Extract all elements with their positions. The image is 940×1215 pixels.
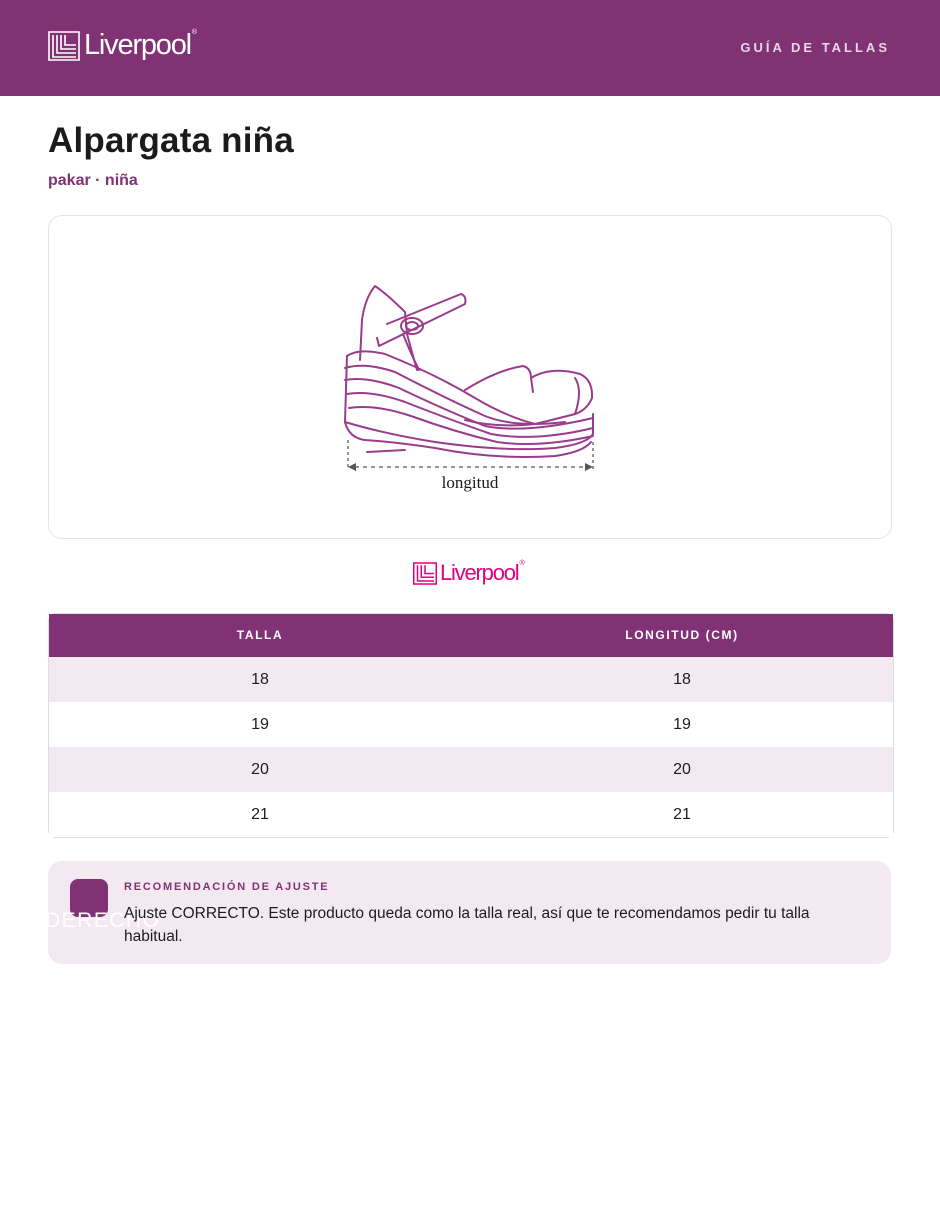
top-bar: [0, 0, 940, 96]
size-cell: 19: [251, 716, 269, 733]
page-title: Alpargata niña: [48, 121, 294, 160]
size-table: [48, 613, 894, 838]
table-row: [49, 747, 893, 792]
brand-logo-secondary: [413, 560, 523, 586]
fit-icon: [45, 879, 161, 932]
size-cell: 18: [251, 671, 269, 688]
wedge-sandal-icon: [325, 238, 615, 468]
diagram-caption: longitud: [441, 473, 499, 492]
length-cell: 20: [673, 761, 691, 778]
brand-name: Liverpool®: [84, 29, 196, 61]
size-cell: 21: [251, 806, 269, 823]
table-row: [49, 702, 893, 747]
measurement-diagram-card: [48, 215, 892, 539]
fit-label: RECOMENDACIÓN DE AJUSTE: [124, 881, 330, 893]
table-header: [49, 614, 893, 657]
length-cell: 18: [673, 671, 691, 688]
column-header-size: TALLA: [236, 628, 284, 642]
product-subtitle: pakar · niña: [48, 172, 138, 189]
fit-recommendation: [45, 861, 891, 964]
brand-name: Liverpool®: [440, 560, 524, 585]
fit-text: Ajuste CORRECTO. Este producto queda como la talla real, así que te recomendamos pedir tu talla habitual.: [124, 905, 810, 945]
column-header-length: LONGITUD (CM): [625, 628, 739, 642]
size-guide-nav[interactable]: GUÍA DE TALLAS: [740, 40, 890, 55]
size-cell: 20: [251, 761, 269, 778]
liverpool-logo-icon: [413, 562, 437, 585]
length-cell: 21: [673, 806, 691, 823]
table-row: [49, 792, 893, 837]
liverpool-logo-icon: [48, 31, 80, 61]
length-cell: 19: [673, 716, 691, 733]
table-row: [49, 657, 893, 702]
table-body: [49, 657, 893, 837]
fit-icon-text: DERECHO: [45, 909, 161, 932]
liverpool-logo[interactable]: [48, 29, 196, 62]
